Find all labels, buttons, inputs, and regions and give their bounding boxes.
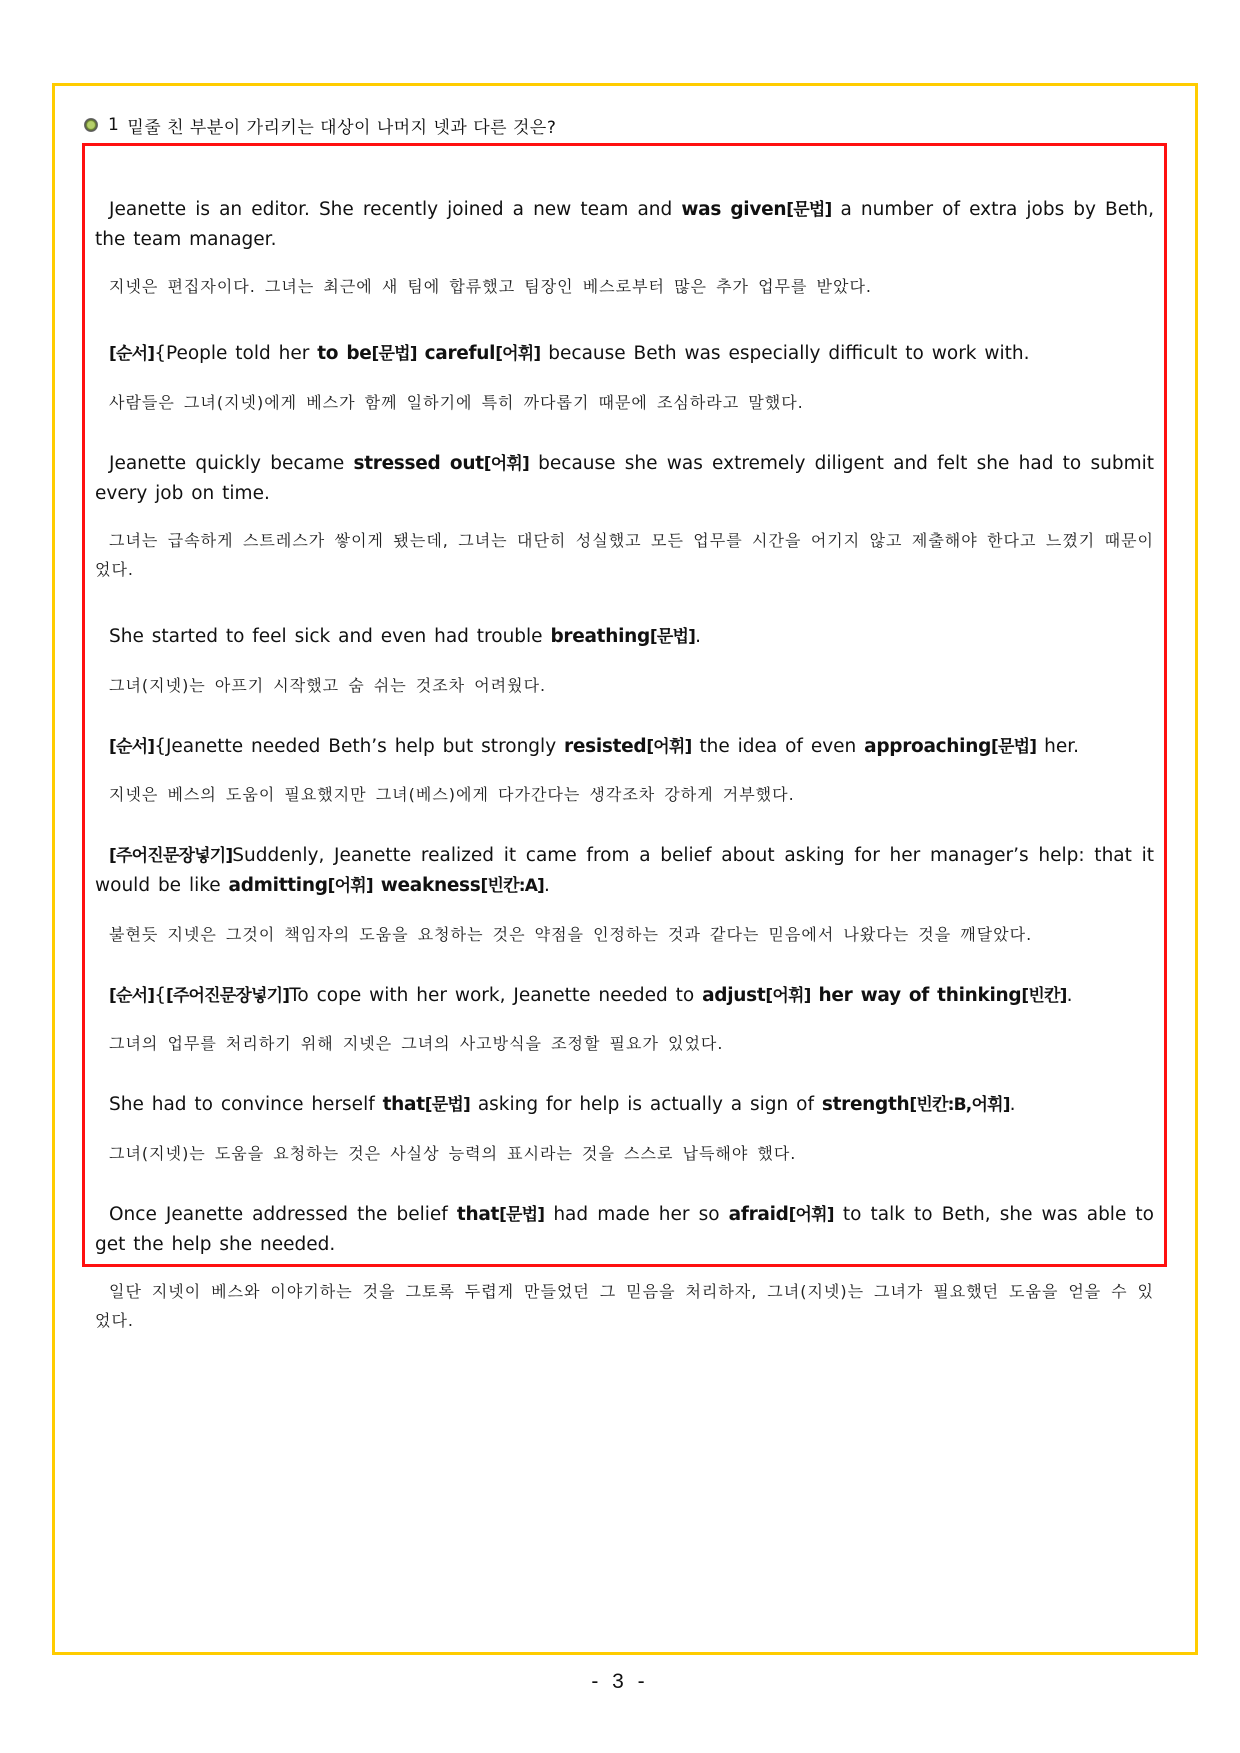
annotation-tag: [어휘] xyxy=(765,985,811,1006)
sentence-text: {Jeanette needed Beth’s help but strongly xyxy=(154,735,565,757)
annotation-tag: [어휘] xyxy=(495,344,541,364)
korean-translation: 일단 지넷이 베스와 이야기하는 것을 그토록 두렵게 만들었던 그 믿음을 처리하자, 그녀(지넷)는 그녀가 필요했던 도움을 얻을 수 있었다. xyxy=(95,1282,1154,1330)
english-sentence xyxy=(95,1200,1154,1259)
annotation-tag: [어휘] xyxy=(646,736,692,757)
english-sentence xyxy=(95,732,1154,762)
sentence-text: because Beth was especially difficult to work with. xyxy=(540,343,1030,364)
question-number: 1 xyxy=(108,115,120,135)
annotation-tag: [순서] xyxy=(109,736,155,757)
sentence-text: { xyxy=(154,984,166,1006)
korean-translation: 그녀의 업무를 처리하기 위해 지넷은 그녀의 사고방식을 조정할 필요가 있었다. xyxy=(109,1034,724,1053)
korean-translation: 그녀는 급속하게 스트레스가 쌓이게 됐는데, 그녀는 대단히 성실했고 모든 업무를 시간을 어기지 않고 제출해야 한다고 느꼈기 때문이었다. xyxy=(95,531,1154,579)
highlighted-phrase: admitting xyxy=(228,875,328,896)
sentence-block xyxy=(95,732,1154,810)
sentence-block xyxy=(95,841,1154,949)
annotation-tag: [문법] xyxy=(991,736,1037,757)
highlighted-phrase: approaching xyxy=(864,735,992,757)
highlighted-phrase: careful xyxy=(424,343,496,364)
annotation-tag: [어휘] xyxy=(483,453,529,474)
annotation-tag: [문법] xyxy=(499,1204,545,1225)
sentence-block xyxy=(95,449,1154,585)
english-sentence xyxy=(95,339,1154,369)
sentence-text: to talk to Beth, she was able to get the help she needed. xyxy=(95,1203,1154,1255)
sentence-text: Once Jeanette addressed the belief xyxy=(109,1203,457,1225)
sentence-text: because she was extremely diligent and felt she had to submit every job on time. xyxy=(95,452,1154,504)
sentence-text: Suddenly, Jeanette realized it came from a belief about asking for her manager’s help: that it would be like xyxy=(95,845,1154,896)
korean-translation: 그녀(지넷)는 아프기 시작했고 숨 쉬는 것조차 어려웠다. xyxy=(109,675,547,695)
annotation-tag: [문법] xyxy=(424,1095,470,1115)
annotation-tag: [순서] xyxy=(109,985,155,1006)
highlighted-phrase: her way of thinking xyxy=(818,984,1022,1006)
sentence-text: a number of extra jobs by Beth, the team manager. xyxy=(95,198,1154,250)
highlighted-phrase: resisted xyxy=(564,735,647,757)
korean-translation: 사람들은 그녀(지넷)에게 베스가 함께 일하기에 특히 까다롭기 때문에 조심하라고 말했다. xyxy=(109,392,804,412)
passage-content xyxy=(95,176,1154,1351)
sentence-block xyxy=(95,339,1154,417)
highlighted-phrase: strength xyxy=(821,1094,910,1115)
english-sentence xyxy=(95,1090,1154,1120)
english-sentence xyxy=(95,195,1154,254)
sentence-block xyxy=(95,622,1154,700)
sentence-text: asking for help is actually a sign of xyxy=(469,1094,822,1115)
korean-translation: 그녀(지넷)는 도움을 요청하는 것은 사실상 능력의 표시라는 것을 스스로 납득해야 했다. xyxy=(109,1143,797,1163)
sentence-text: Jeanette is an editor. She recently joined a new team and xyxy=(109,198,682,220)
annotation-tag: [문법] xyxy=(371,344,417,364)
sentence-text xyxy=(811,985,819,1006)
english-sentence xyxy=(95,841,1154,901)
sentence-text: To cope with her work, Jeanette needed to xyxy=(289,984,703,1006)
sentence-text: {People told her xyxy=(154,343,318,364)
annotation-tag: [빈칸:A] xyxy=(480,876,545,896)
page-number: - 3 - xyxy=(591,1670,649,1693)
passage-box xyxy=(82,143,1167,1330)
sentence-text: . xyxy=(544,875,550,896)
sentence-text xyxy=(417,343,425,364)
highlighted-phrase: weakness xyxy=(380,875,481,896)
sentence-block xyxy=(95,981,1154,1059)
annotation-tag: [주어진문장넣기] xyxy=(165,985,290,1006)
annotation-tag: [주어진문장넣기] xyxy=(109,846,233,866)
sentence-text xyxy=(373,875,381,896)
highlighted-phrase: breathing xyxy=(550,626,650,647)
sentence-text: She had to convince herself xyxy=(109,1094,383,1115)
highlighted-phrase: stressed out xyxy=(353,452,484,474)
sentence-block xyxy=(95,195,1154,302)
highlighted-phrase: was given xyxy=(681,198,787,220)
sentence-text: . xyxy=(695,626,701,647)
sentence-text: . xyxy=(1066,984,1073,1006)
highlighted-phrase: to be xyxy=(317,343,372,364)
sentence-block xyxy=(95,1090,1154,1168)
sentence-text: had made her so xyxy=(544,1203,729,1225)
sentence-text: her. xyxy=(1036,735,1079,757)
question-prompt: 밑줄 친 부분이 가리키는 대상이 나머지 넷과 다른 것은? xyxy=(127,117,557,138)
sentence-text: She started to feel sick and even had trouble xyxy=(109,626,551,647)
green-bullet-icon xyxy=(84,118,98,132)
annotation-tag: [빈칸:B,어휘] xyxy=(909,1095,1010,1115)
highlighted-phrase: that xyxy=(382,1094,425,1115)
sentence-text: Jeanette quickly became xyxy=(109,452,354,474)
highlighted-phrase: adjust xyxy=(702,984,766,1006)
annotation-tag: [어휘] xyxy=(788,1204,834,1225)
english-sentence xyxy=(95,449,1154,508)
sentence-block xyxy=(95,1200,1154,1336)
korean-translation: 지넷은 편집자이다. 그녀는 최근에 새 팀에 합류했고 팀장인 베스로부터 많은 추가 업무를 받았다. xyxy=(109,277,872,296)
sentence-text: the idea of even xyxy=(691,735,865,757)
sentence-text: . xyxy=(1009,1094,1016,1115)
annotation-tag: [문법] xyxy=(786,199,832,220)
annotation-tag: [빈칸] xyxy=(1021,985,1067,1006)
korean-translation: 지넷은 베스의 도움이 필요했지만 그녀(베스)에게 다가간다는 생각조차 강하게 거부했다. xyxy=(109,785,795,804)
highlighted-phrase: that xyxy=(456,1203,500,1225)
annotation-tag: [어휘] xyxy=(327,876,373,896)
question-header xyxy=(84,113,556,137)
korean-translation: 불현듯 지넷은 그것이 책임자의 도움을 요청하는 것은 약점을 인정하는 것과 같다는 믿음에서 나왔다는 것을 깨달았다. xyxy=(109,924,1033,944)
english-sentence xyxy=(95,622,1154,652)
english-sentence xyxy=(95,981,1154,1011)
annotation-tag: [순서] xyxy=(109,344,155,364)
highlighted-phrase: afraid xyxy=(728,1203,789,1225)
annotation-tag: [문법] xyxy=(649,627,696,647)
